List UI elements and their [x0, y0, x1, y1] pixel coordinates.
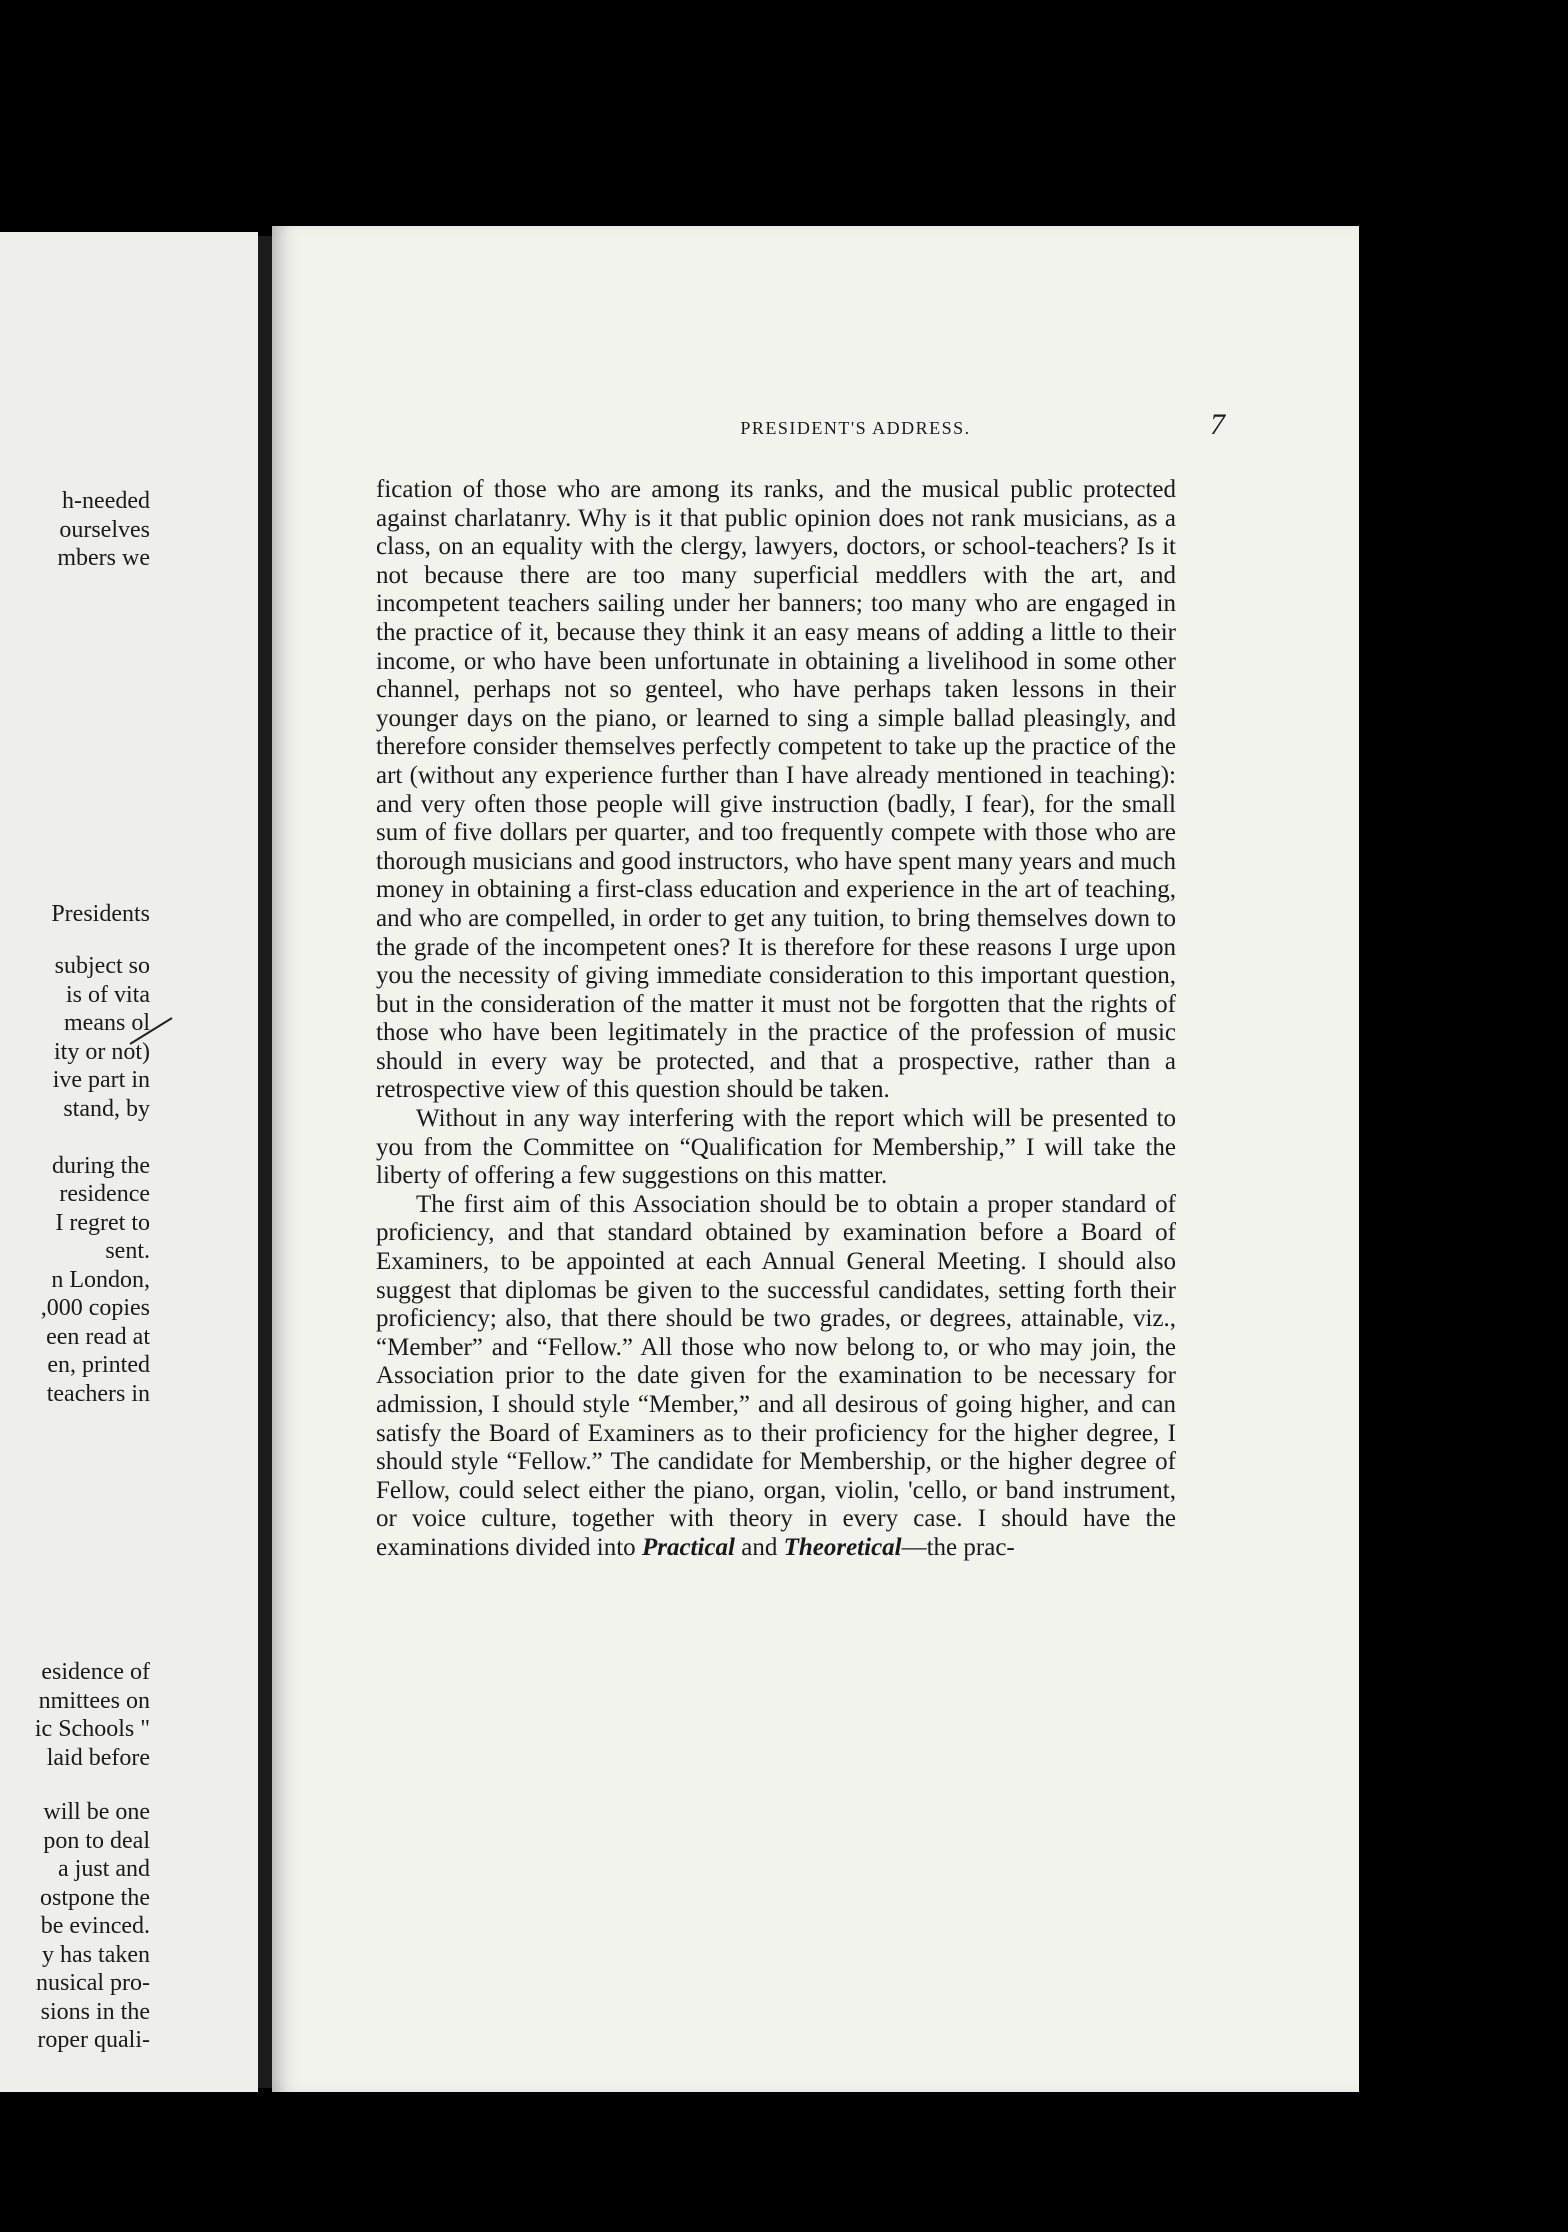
left-fragment-line: stand, by [63, 1095, 150, 1122]
emphasis-theoretical: Theoretical [783, 1533, 902, 1561]
left-fragment-line: teachers in [46, 1380, 150, 1407]
paragraph-3-and: and [741, 1533, 778, 1561]
left-fragment-line: be evinced. [40, 1913, 150, 1939]
running-head-text: PRESIDENT'S ADDRESS. [740, 418, 971, 438]
left-fragment-line: Presidents [51, 901, 150, 927]
body-text [376, 476, 1176, 1563]
left-fragment-line [0, 1123, 150, 1152]
left-fragment-line: residence [59, 1181, 150, 1207]
left-fragment-line: nusical pro- [36, 1970, 150, 1996]
left-fragment-line: ostpone the [40, 1884, 150, 1911]
running-head [272, 418, 1359, 439]
left-fragment-line: sent. [105, 1238, 150, 1264]
left-fragment-line: nmittees on [38, 1687, 150, 1714]
paragraph-1: fication of those who are among its ranks, and the musical public protected against charlatanry. Why is it that public opinion does not rank musicians, as a class, on an equality with the clergy, lawyers, doctors, or school-teachers? Is it not because there are too many superficial meddlers with the art, and incompetent teachers sailing under her banners; too many who are engaged in the practice of it, because they think it an easy means of adding a little to their income, or who have been unfortunate in obtaining a livelihood in some other channel, perhaps not so genteel, who have perhaps taken lessons in their younger days on the piano, or learned to sing a simple ballad pleasingly, and therefore consider themselves perfectly competent to take up the practice of the art (without any experience further than I have already mentioned in teaching): and very often those people will give instruction (badly, I fear), for the small sum of five dollars per quarter, and too frequently compete with those who are thorough musicians and good instructors, who have spent many years and much money in obtaining a first-class education and experience in the art of teaching, and who are compelled, in order to get any tuition, to bring themselves down to the grade of the incompetent ones? It is therefore for these reasons I urge upon you the necessity of giving immediate consideration to this important question, but in the consideration of the matter it must not be forgotten that the rights of those who have been legitimately in the practice of the profession of music should in every way be protected, and that a prospective, rather than a retrospective view of this question should be taken. [376, 476, 1176, 1104]
left-fragment-line: en, printed [47, 1352, 150, 1378]
paragraph-3-end: —the prac- [901, 1533, 1015, 1561]
left-fragment-line: h-needed [62, 488, 150, 514]
left-page-fragment-2 [0, 900, 150, 929]
left-fragment-line: ic Schools " [34, 1716, 150, 1742]
left-fragment-line: een read at [46, 1323, 150, 1350]
left-fragment-line: esidence of [41, 1659, 150, 1685]
left-fragment-line: means ol [64, 1010, 150, 1036]
left-page-fragment-1 [0, 487, 150, 573]
left-fragment-line: roper quali- [37, 2027, 150, 2053]
left-fragment-line: will be one [43, 1799, 150, 1825]
left-page-edge [0, 232, 258, 2092]
left-fragment-line: y has taken [42, 1941, 150, 1968]
left-fragment-line: ity or not) [54, 1038, 150, 1065]
left-fragment-line: during the [52, 1152, 150, 1179]
left-fragment-line: I regret to [55, 1209, 150, 1236]
paragraph-3 [376, 1191, 1176, 1563]
left-fragment-line: is of vita [66, 981, 150, 1008]
left-fragment-line: n London, [51, 1266, 150, 1293]
left-fragment-line: mbers we [57, 545, 150, 571]
left-fragment-line: ourselves [59, 516, 150, 543]
left-fragment-line: laid before [46, 1744, 150, 1771]
paragraph-2: Without in any way interfering with the report which will be presented to you from the Committee on “Qualification for Membership,” I will take the liberty of offering a few suggestions on this matter. [376, 1105, 1176, 1190]
left-fragment-line: ive part in [52, 1067, 150, 1093]
book-gutter [258, 236, 272, 2088]
emphasis-practical: Practical [641, 1533, 735, 1561]
page-number: 7 [1210, 408, 1225, 441]
paragraph-3-text: The first aim of this Association should be to obtain a proper standard of proficiency, and that standard obtained by examination before a Board of Examiners, to be appointed at each Annual General Meeting. I should also suggest that diplomas be given to the successful candidates, setting forth their proficiency; also, that there should be two grades, or degrees, attainable, viz., “Member” and “Fellow.” All those who now belong to, or who may join, the Association prior to the date given for the examination to be necessary for admission, I should style “Member,” and all desirous of going higher, and can satisfy the Board of Examiners as to their proficiency for the higher degree, I should style “Fellow.” The candidate for Membership, or the higher degree of Fellow, could select either the piano, organ, violin, 'cello, or band instrument, or voice culture, together with theory in every case. I should have the examinations divided into [376, 1190, 1176, 1561]
left-fragment-line: pon to deal [43, 1827, 150, 1854]
left-fragment-line: sions in the [40, 1998, 150, 2025]
left-page-fragment-5 [0, 1798, 150, 2055]
left-fragment-line: a just and [58, 1856, 150, 1882]
pencil-check-mark-icon [128, 1014, 174, 1050]
left-fragment-line: subject so [54, 953, 150, 979]
left-fragment-line: ,000 copies [40, 1295, 150, 1321]
left-page-fragment-4 [0, 1658, 150, 1772]
right-page [272, 226, 1359, 2092]
